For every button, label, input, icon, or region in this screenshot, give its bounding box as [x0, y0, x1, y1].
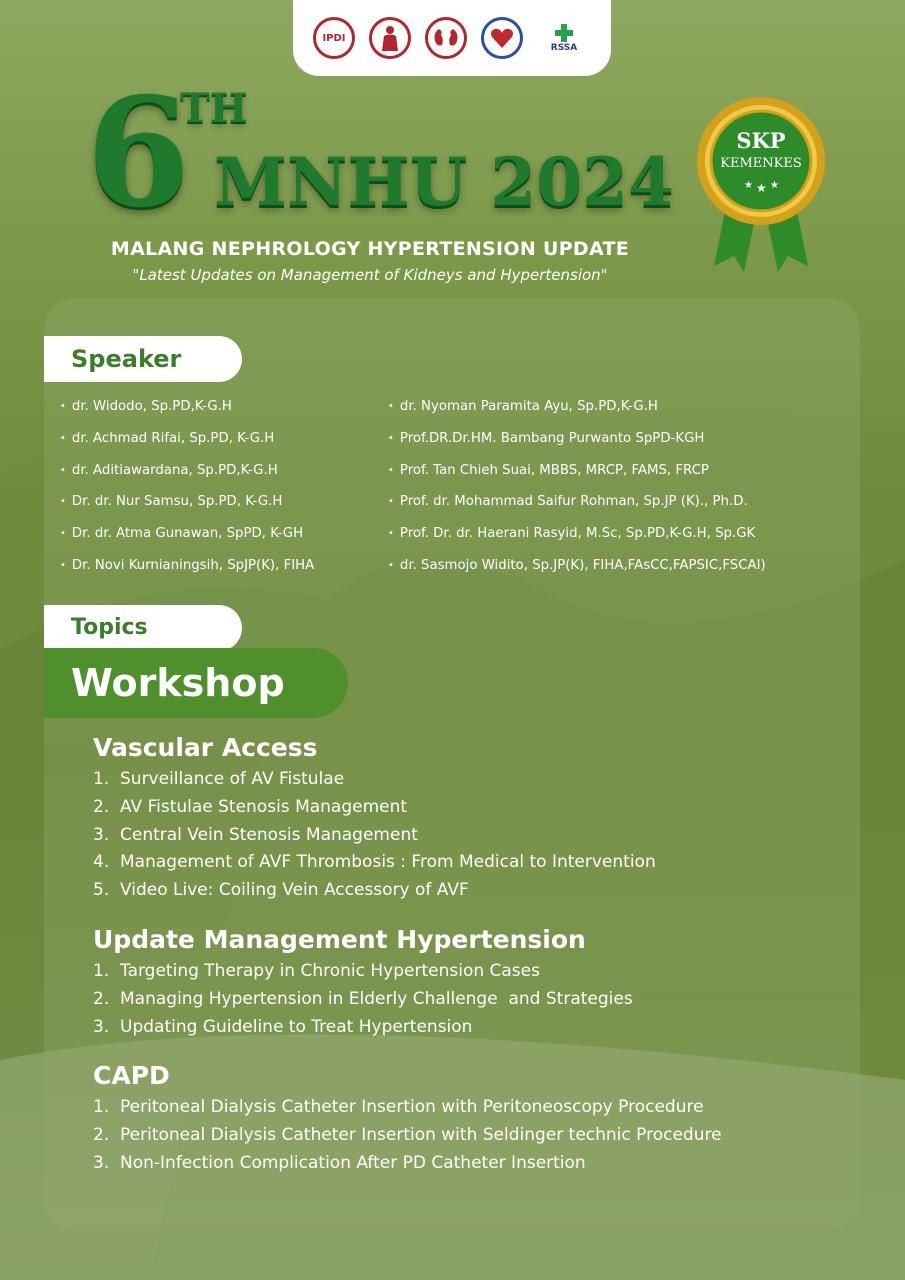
topic-item: 2. Peritoneal Dialysis Catheter Insertion with Seldinger technic Procedure [93, 1124, 722, 1145]
topic-item: 3. Central Vein Stenosis Management [93, 824, 418, 845]
speaker-item: • dr. Widodo, Sp.PD,K-G.H [60, 399, 232, 414]
heart-icon [490, 27, 514, 49]
topic-item: 2. AV Fistulae Stenosis Management [93, 796, 408, 817]
topics-heading: Topics [44, 605, 242, 651]
topic-item: 3. Non-Infection Complication After PD Catheter Insertion [93, 1152, 586, 1173]
medical-cross-icon [555, 24, 573, 42]
edition-suffix: TH [180, 85, 248, 132]
topic-item: 1. Targeting Therapy in Chronic Hypertension Cases [93, 961, 540, 981]
svg-text:★: ★ [770, 180, 779, 191]
event-tagline: "Latest Updates on Management of Kidneys and Hypertension" [132, 266, 608, 284]
topic-group-list [93, 1095, 722, 1178]
kidney-icon [433, 27, 459, 49]
speaker-item: • dr. Aditiawardana, Sp.PD,K-G.H [60, 462, 278, 478]
speaker-item: • Prof. Tan Chieh Suai, MBBS, MRCP, FAMS, FRCP [388, 462, 709, 478]
topic-item: 2. Managing Hypertension in Elderly Challenge and Strategies [93, 988, 633, 1009]
speaker-list-left [60, 396, 314, 587]
topic-group-title: Vascular Access [93, 733, 318, 762]
papdi-logo [369, 17, 411, 59]
skp-kemenkes-badge [696, 96, 826, 272]
speaker-item: • Dr. dr. Atma Gunawan, SpPD, K-GH [60, 526, 304, 542]
topic-group-list [93, 959, 633, 1042]
topic-item: 4. Management of AVF Thrombosis : From Medical to Intervention [93, 852, 656, 873]
speaker-item: • Prof. dr. Mohammad Saifur Rohman, Sp.JP (K)., Ph.D. [388, 494, 748, 510]
topic-item: 5. Video Live: Coiling Vein Accessory of AVF [93, 880, 469, 901]
speaker-item: • dr. Achmad Rifai, Sp.PD, K-G.H [60, 430, 275, 446]
workshop-heading: Workshop [44, 648, 348, 718]
svg-text:★: ★ [756, 181, 767, 195]
topic-item: 1. Surveillance of AV Fistulae [93, 769, 345, 789]
topic-group-title: Update Management Hypertension [93, 925, 586, 954]
speaker-item: • Dr. dr. Nur Samsu, Sp.PD, K-G.H [60, 494, 283, 510]
speaker-list-right [388, 396, 766, 587]
speaker-item: • Dr. Novi Kurnianingsih, SpJP(K), FIHA [60, 557, 315, 573]
perki-logo [481, 17, 523, 59]
svg-text:★: ★ [744, 180, 753, 191]
event-name: MNHU 2024 [214, 143, 674, 221]
event-subtitle: MALANG NEPHROLOGY HYPERTENSION UPDATE [110, 238, 630, 260]
speaker-item: • Prof.DR.Dr.HM. Bambang Purwanto SpPD-KGH [388, 430, 705, 446]
logo-bar [293, 0, 611, 76]
topic-group-title: CAPD [93, 1061, 170, 1090]
topic-item: 3. Updating Guideline to Treat Hypertension [93, 1016, 473, 1037]
edition-number: 6 [86, 65, 187, 241]
speaker-item: • dr. Sasmojo Widito, Sp.JP(K), FIHA,FAsCC,FAPSIC,FSCAI) [388, 557, 766, 573]
rssa-label: RSSA [550, 42, 578, 53]
pernefri-logo [425, 17, 467, 59]
speaker-item: • dr. Nyoman Paramita Ayu, Sp.PD,K-G.H [388, 399, 658, 414]
speaker-item: • Prof. Dr. dr. Haerani Rasyid, M.Sc, Sp.PD,K-G.H, Sp.GK [388, 526, 756, 542]
ipdi-logo: IPDI [313, 17, 355, 59]
badge-line-2: KEMENKES [720, 156, 802, 171]
badge-line-1: SKP [736, 128, 786, 153]
topic-item: 1. Peritoneal Dialysis Catheter Insertion with Peritoneoscopy Procedure [93, 1097, 704, 1117]
speaker-heading: Speaker [44, 336, 242, 382]
rssa-logo [537, 17, 591, 59]
topic-group-list [93, 767, 656, 906]
person-figure-icon [379, 25, 401, 51]
